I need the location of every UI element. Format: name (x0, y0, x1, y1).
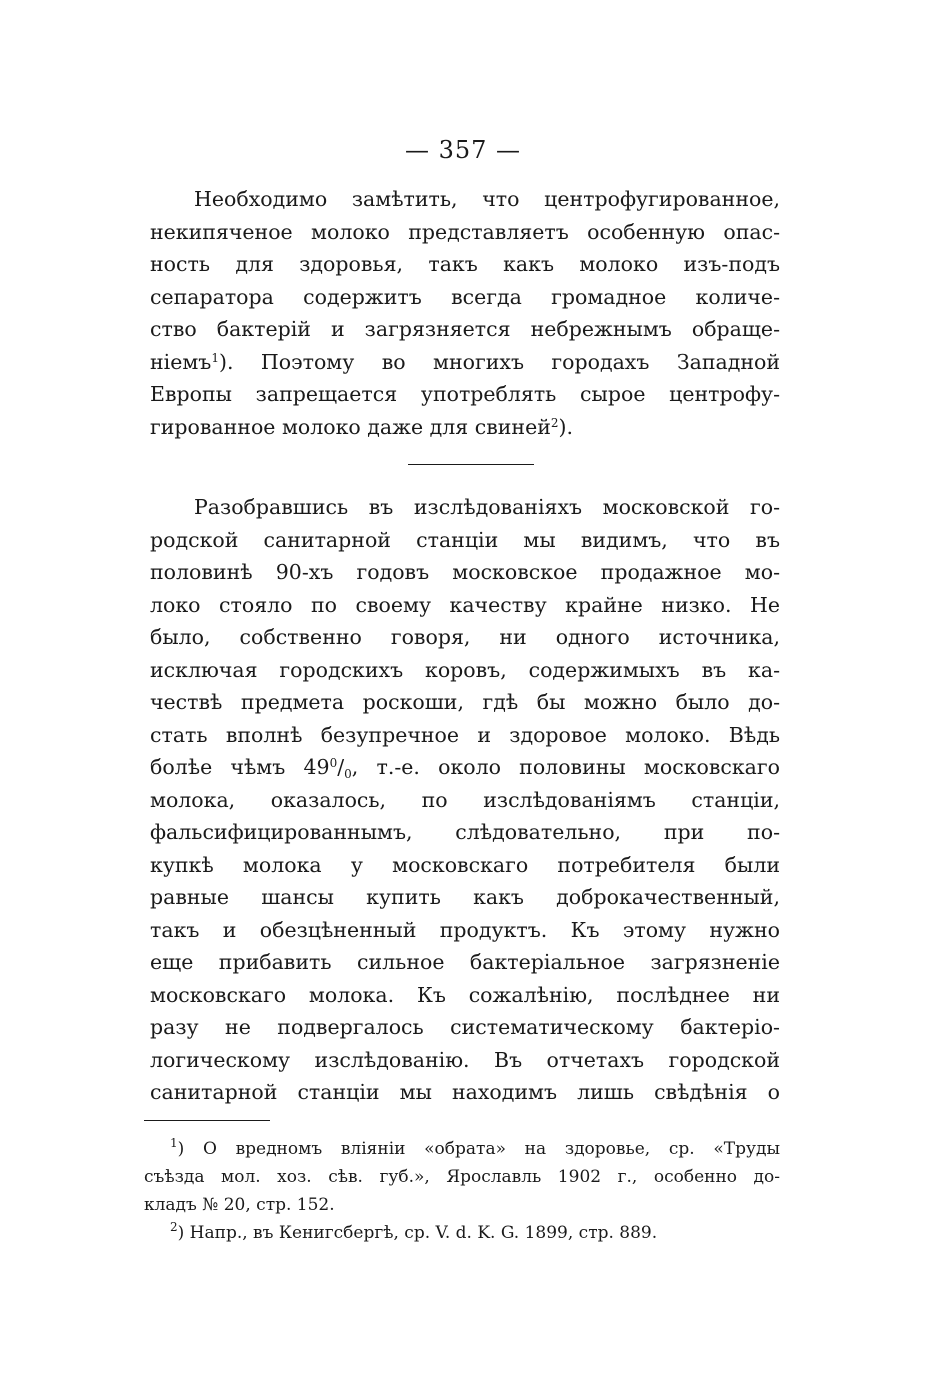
percent-sub: 0 (344, 767, 352, 781)
footnote-1-line: съѣзда мол. хоз. сѣв. губ.», Ярославль 1902 г., особенно до- (144, 1167, 780, 1187)
text-fragment: ніемъ (150, 349, 212, 374)
footnote-1-line: кладъ № 20, стр. 152. (144, 1195, 335, 1215)
page-number: — 357 — (404, 136, 522, 164)
paragraph-2 (150, 491, 780, 1109)
text-fragment: ). Поэтому во многихъ городахъ Западной (218, 349, 780, 374)
footnotes (144, 1135, 780, 1247)
text-line: купкѣ молока у московскаго потребителя были (150, 852, 780, 877)
text-line: логическому изслѣдованію. Въ отчетахъ городской (150, 1047, 780, 1072)
footnote-1-mark: 1 (170, 1136, 178, 1150)
text-fragment: ) Напр., въ Кенигсбергѣ, ср. V. d. K. G. 1899, стр. 889. (177, 1223, 658, 1243)
text-line: локо стояло по своему качеству крайне низко. Не (150, 592, 780, 617)
percent-sup: 0 (329, 756, 338, 770)
footnote-1-line (144, 1135, 780, 1163)
text-line: фальсифицированнымъ, слѣдовательно, при по- (150, 820, 780, 844)
text-fragment: ) О вредномъ вліяніи «обрата» на здоровье, ср. «Труды (177, 1139, 780, 1159)
text-line: было, собственно говоря, ни одного источника, (150, 625, 780, 649)
text-fragment: болѣе чѣмъ 49 (150, 755, 330, 779)
footnote-ref-2: 2 (550, 415, 559, 430)
footnote-rule (144, 1120, 270, 1121)
text-line: ство бактерій и загрязняется небрежнымъ обраще- (150, 317, 780, 341)
percent-slash: / (337, 755, 345, 779)
text-line: равные шансы купить какъ доброкачественный, (150, 885, 780, 909)
footnote-2-mark: 2 (170, 1220, 178, 1234)
text-line: чествѣ предмета роскоши, гдѣ бы можно было до- (150, 690, 780, 714)
footnote-2-line (144, 1219, 780, 1247)
text-fragment: , т.-е. около половины московскаго (351, 755, 780, 779)
text-line: родской санитарной станціи мы видимъ, что въ (150, 527, 780, 552)
paragraph-1 (150, 183, 780, 443)
text-line: некипяченое молоко представляетъ особенную опас- (150, 219, 780, 244)
text-line (150, 411, 780, 444)
text-line: московскаго молока. Къ сожалѣнію, послѣднее ни (150, 982, 780, 1007)
text-line: стать вполнѣ безупречное и здоровое молоко. Вѣдь (150, 722, 780, 747)
text-line: разу не подвергалось систематическому бактеріо- (150, 1015, 780, 1039)
section-separator (408, 464, 534, 465)
text-line: такъ и обезцѣненный продуктъ. Къ этому нужно (150, 917, 780, 942)
text-fragment: гированное молоко даже для свиней (150, 414, 551, 439)
text-line: ность для здоровья, такъ какъ молоко изъ-подъ (150, 252, 780, 276)
text-line: молока, оказалось, по изслѣдованіямъ станціи, (150, 787, 780, 812)
text-line: Необходимо замѣтить, что центрофугированное, (194, 187, 780, 211)
footnote-ref-1: 1 (211, 350, 219, 365)
text-line (150, 346, 780, 379)
text-line: исключая городскихъ коровъ, содержимыхъ въ ка- (150, 657, 780, 682)
text-line (150, 751, 780, 784)
text-line: сепаратора содержитъ всегда громадное количе- (150, 284, 780, 309)
text-line: Разобравшись въ изслѣдованіяхъ московской го- (194, 495, 780, 519)
text-line: половинѣ 90-хъ годовъ московское продажное мо- (150, 560, 780, 584)
text-line: еще прибавить сильное бактеріальное загрязненіе (150, 950, 780, 974)
text-fragment: ). (558, 414, 574, 439)
text-line: Европы запрещается употреблять сырое центрофу- (150, 382, 780, 406)
text-line: санитарной станціи мы находимъ лишь свѣдѣнія о (150, 1080, 780, 1104)
